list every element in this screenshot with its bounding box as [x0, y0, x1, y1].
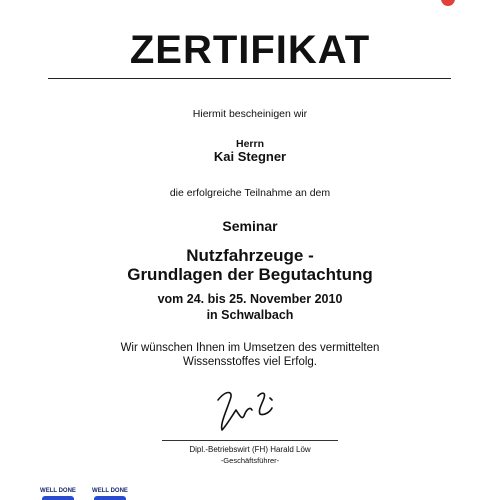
handwritten-signature	[212, 386, 284, 434]
badge-icon	[42, 496, 74, 500]
salutation: Herrn	[235, 138, 264, 150]
intro-text: Hiermit bescheinigen wir	[192, 108, 308, 120]
closing-wish-line1: Wir wünschen Ihnen im Umsetzen des vermittelten	[120, 342, 380, 354]
well-done-badge	[90, 487, 130, 500]
signature-line	[162, 440, 338, 441]
seminar-location: in Schwalbach	[206, 308, 294, 322]
well-done-badge	[38, 487, 78, 500]
seminar-dates: vom 24. bis 25. November 2010	[157, 292, 343, 306]
badge-label: WELL DONE	[40, 488, 76, 494]
closing-wish-line2: Wissensstoffes viel Erfolg.	[182, 356, 317, 368]
title-divider	[48, 78, 451, 79]
signer-role: -Geschäftsführer-	[220, 456, 280, 465]
participation-text: die erfolgreiche Teilnahme an dem	[169, 187, 331, 199]
signer-name: Dipl.-Betriebswirt (FH) Harald Löw	[189, 445, 311, 454]
recipient-name: Kai Stegner	[213, 149, 287, 164]
certificate-title: ZERTIFIKAT	[129, 28, 371, 72]
badge-label: WELL DONE	[92, 488, 128, 494]
corner-logo-mark	[441, 0, 455, 6]
seminar-title-line1: Nutzfahrzeuge -	[186, 246, 314, 265]
event-type: Seminar	[222, 218, 278, 234]
seminar-title-line2: Grundlagen der Begutachtung	[127, 265, 373, 284]
badge-icon	[94, 496, 126, 500]
badge-row	[38, 487, 148, 500]
